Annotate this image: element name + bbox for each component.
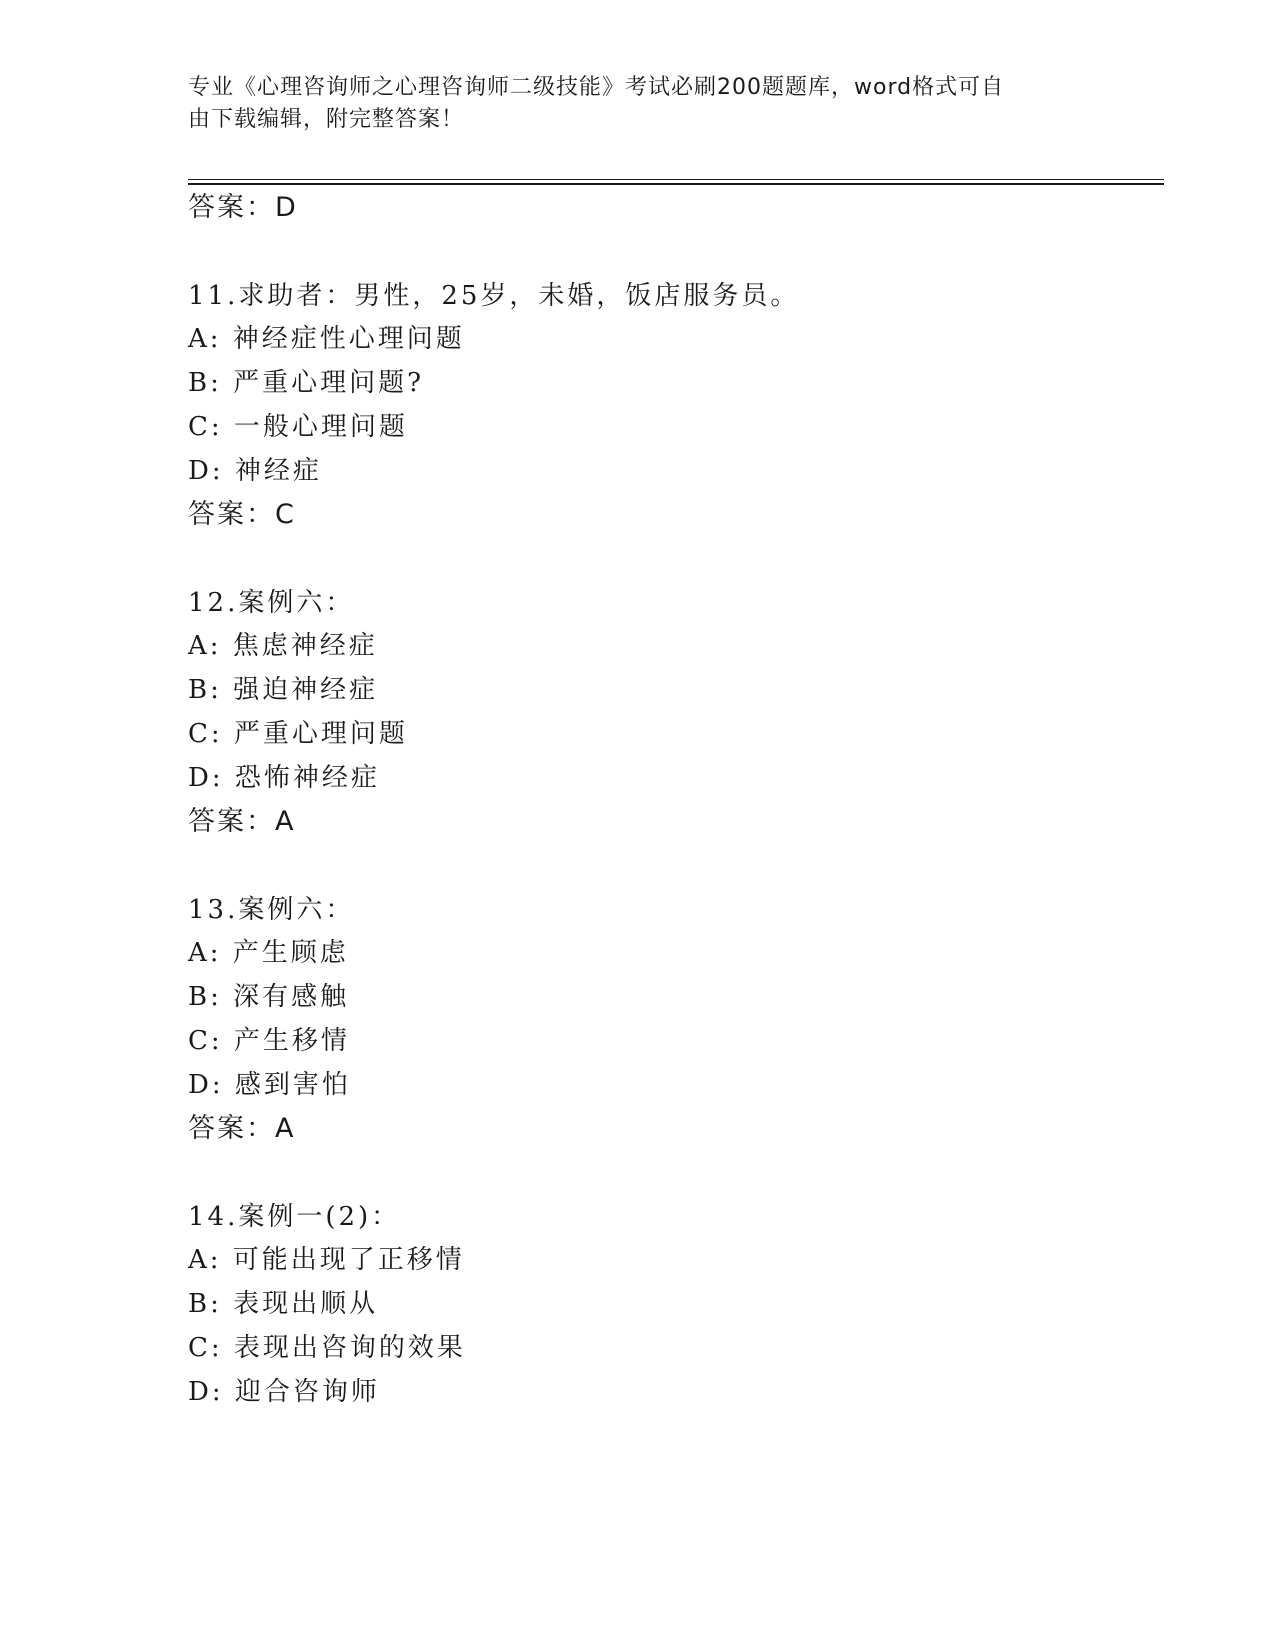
question-12-option-c: C: 严重心理问题	[188, 719, 408, 749]
question-12-option-d: D: 恐怖神经症	[188, 763, 380, 793]
header-line-2: 由下载编辑，附完整答案！	[188, 107, 465, 132]
question-14-option-d: D: 迎合咨询师	[188, 1377, 380, 1407]
question-14-option-a: A: 可能出现了正移情	[188, 1245, 465, 1275]
question-13-stem: 13.案例六：	[188, 895, 355, 925]
question-13-option-c: C: 产生移情	[188, 1026, 350, 1056]
question-12-answer: 答案：A	[188, 806, 296, 837]
question-13-option-d: D: 感到害怕	[188, 1070, 351, 1100]
question-11-option-a: A: 神经症性心理问题	[188, 324, 465, 354]
question-11-option-c: C: 一般心理问题	[188, 412, 408, 442]
question-13-option-b: B: 深有感触	[188, 982, 350, 1012]
question-14-stem: 14.案例一(2)：	[188, 1202, 401, 1232]
question-13-option-a: A: 产生顾虑	[188, 938, 349, 968]
question-11-stem: 11.求助者：男性，25岁，未婚，饭店服务员。	[188, 281, 800, 311]
question-11-option-d: D: 神经症	[188, 456, 322, 486]
question-11-option-b: B: 严重心理问题?	[188, 368, 425, 398]
question-12-option-a: A: 焦虑神经症	[188, 631, 378, 661]
header-divider-thick	[188, 183, 1164, 185]
header-divider-thin	[188, 179, 1164, 180]
question-14-option-b: B: 表现出顺从	[188, 1289, 379, 1319]
question-12-stem: 12.案例六：	[188, 588, 355, 618]
question-11-answer: 答案：C	[188, 499, 296, 530]
question-14-option-c: C: 表现出咨询的效果	[188, 1333, 466, 1363]
header-line-1: 专业《心理咨询师之心理咨询师二级技能》考试必刷200题题库，word格式可自	[188, 75, 1005, 100]
answer-line: 答案：D	[188, 192, 298, 223]
question-12-option-b: B: 强迫神经症	[188, 675, 379, 705]
document-header	[188, 72, 1088, 136]
question-13-answer: 答案：A	[188, 1113, 296, 1144]
